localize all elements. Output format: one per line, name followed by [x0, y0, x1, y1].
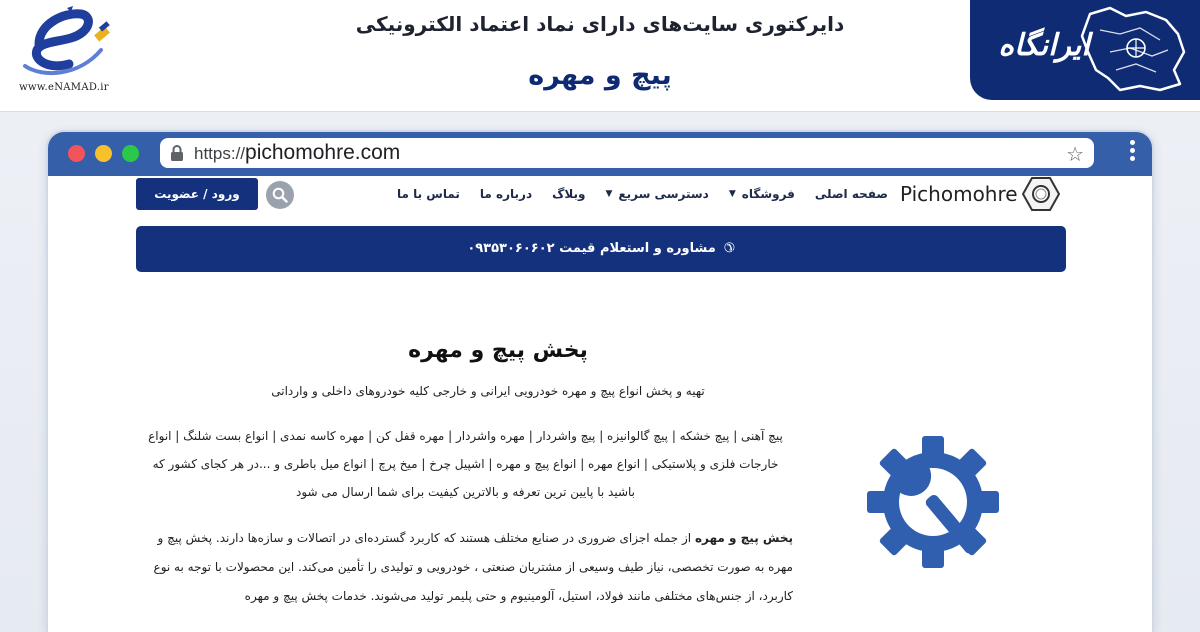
- enamad-url[interactable]: www.eNAMAD.ir: [19, 82, 109, 93]
- search-icon: [272, 187, 288, 203]
- address-bar-url[interactable]: [194, 141, 400, 165]
- url-host: pichomohre.com: [245, 141, 401, 164]
- hex-nut-icon: [1022, 176, 1060, 212]
- product-list-paragraph: پیچ آهنی | پیچ خشکه | پیچ گالوانیزه | پیچ واشردار | مهره واشردار | مهره قفل کن | مهره کاسه نمدی | انواع بست شلنگ | انواع خارجات فلزی و پلاستیکی | انواع مهره | انواع پیچ و مهره | اشپیل چرخ | میخ پرچ | انواع میل باطری و ...در هر کجای کشور که باشید با پایین ترین تعرفه و بالاترین کیفیت برای شما ارسال می شود: [148, 429, 783, 499]
- brand-name: ایرانگاه: [998, 28, 1090, 63]
- menu-item-quick-access[interactable]: [605, 187, 708, 201]
- enamad-logo[interactable]: [6, 4, 122, 100]
- menu-item-label: وبلاگ: [552, 187, 586, 201]
- contact-text: مشاوره و استعلام قیمت ۰۹۳۵۳۰۶۰۶۰۲: [467, 241, 716, 256]
- content-heading: پخش پیچ و مهره: [408, 338, 588, 363]
- enamad-e-icon: [9, 4, 119, 80]
- menu-item-label: صفحه اصلی: [814, 187, 888, 201]
- menu-item-home[interactable]: [815, 187, 888, 201]
- description-bold-lead: پخش پیچ و مهره: [694, 531, 793, 545]
- lock-icon[interactable]: [170, 144, 184, 162]
- browser-toolbar: [48, 132, 1152, 176]
- menu-item-label: دسترسی سریع: [618, 187, 709, 201]
- chevron-down-icon: ▼: [728, 189, 736, 199]
- menu-item-contact[interactable]: [397, 187, 460, 201]
- close-window-button[interactable]: [68, 145, 85, 162]
- main-menu: [397, 176, 888, 212]
- maximize-window-button[interactable]: [122, 145, 139, 162]
- login-register-button[interactable]: ورود / عضویت: [136, 178, 258, 210]
- contact-banner[interactable]: [136, 226, 1066, 272]
- content-intro: تهیه و پخش انواع پیچ و مهره خودرویی ایرانی و خارجی کلیه خودروهای داخلی و وارداتی: [271, 384, 705, 398]
- search-button[interactable]: [266, 181, 294, 209]
- gear-wrench-icon: [863, 432, 1003, 572]
- directory-banner: [0, 0, 1200, 112]
- directory-subtitle: دایرکتوری سایت‌های دارای نماد اعتماد الکترونیکی: [355, 12, 845, 36]
- iranegah-brand[interactable]: [970, 0, 1200, 100]
- page-title: پیچ و مهره: [528, 60, 672, 91]
- minimize-window-button[interactable]: [95, 145, 112, 162]
- menu-item-about[interactable]: [480, 187, 532, 201]
- menu-item-label: تماس با ما: [397, 187, 460, 201]
- bookmark-star-icon[interactable]: ☆: [1066, 142, 1084, 166]
- site-logo[interactable]: [900, 176, 1100, 212]
- chevron-down-icon: ▼: [605, 189, 613, 199]
- logo-text: Pichomohre: [900, 182, 1018, 206]
- menu-item-label: درباره ما: [479, 187, 533, 201]
- url-scheme: https://: [194, 144, 246, 163]
- phone-icon: ✆: [723, 241, 735, 256]
- menu-item-shop[interactable]: [729, 187, 795, 201]
- description-text: از جمله اجزای ضروری در صنایع مختلف هستند که کاربرد گسترده‌ای در اتصالات و سازه‌ها دارند. پخش پیچ و مهره به صورت تخصصی، نیاز طیف وسیعی از مشتریان صنعتی ، خودرویی و تولیدی را تأمین می‌کند. این محصولات با توجه به نوع کاربرد، از جنس‌های مختلفی مانند فولاد، استیل، آلومینیوم و حتی پلیمر تولید می‌شوند. خدمات پخش پیچ و مهره: [153, 531, 793, 603]
- address-bar[interactable]: [160, 138, 1094, 168]
- menu-item-label: فروشگاه: [741, 187, 795, 201]
- browser-menu-icon[interactable]: [1130, 140, 1136, 164]
- site-header: [48, 176, 1152, 224]
- menu-item-blog[interactable]: [552, 187, 585, 201]
- description-paragraph: [138, 524, 793, 611]
- browser-window: [46, 130, 1154, 632]
